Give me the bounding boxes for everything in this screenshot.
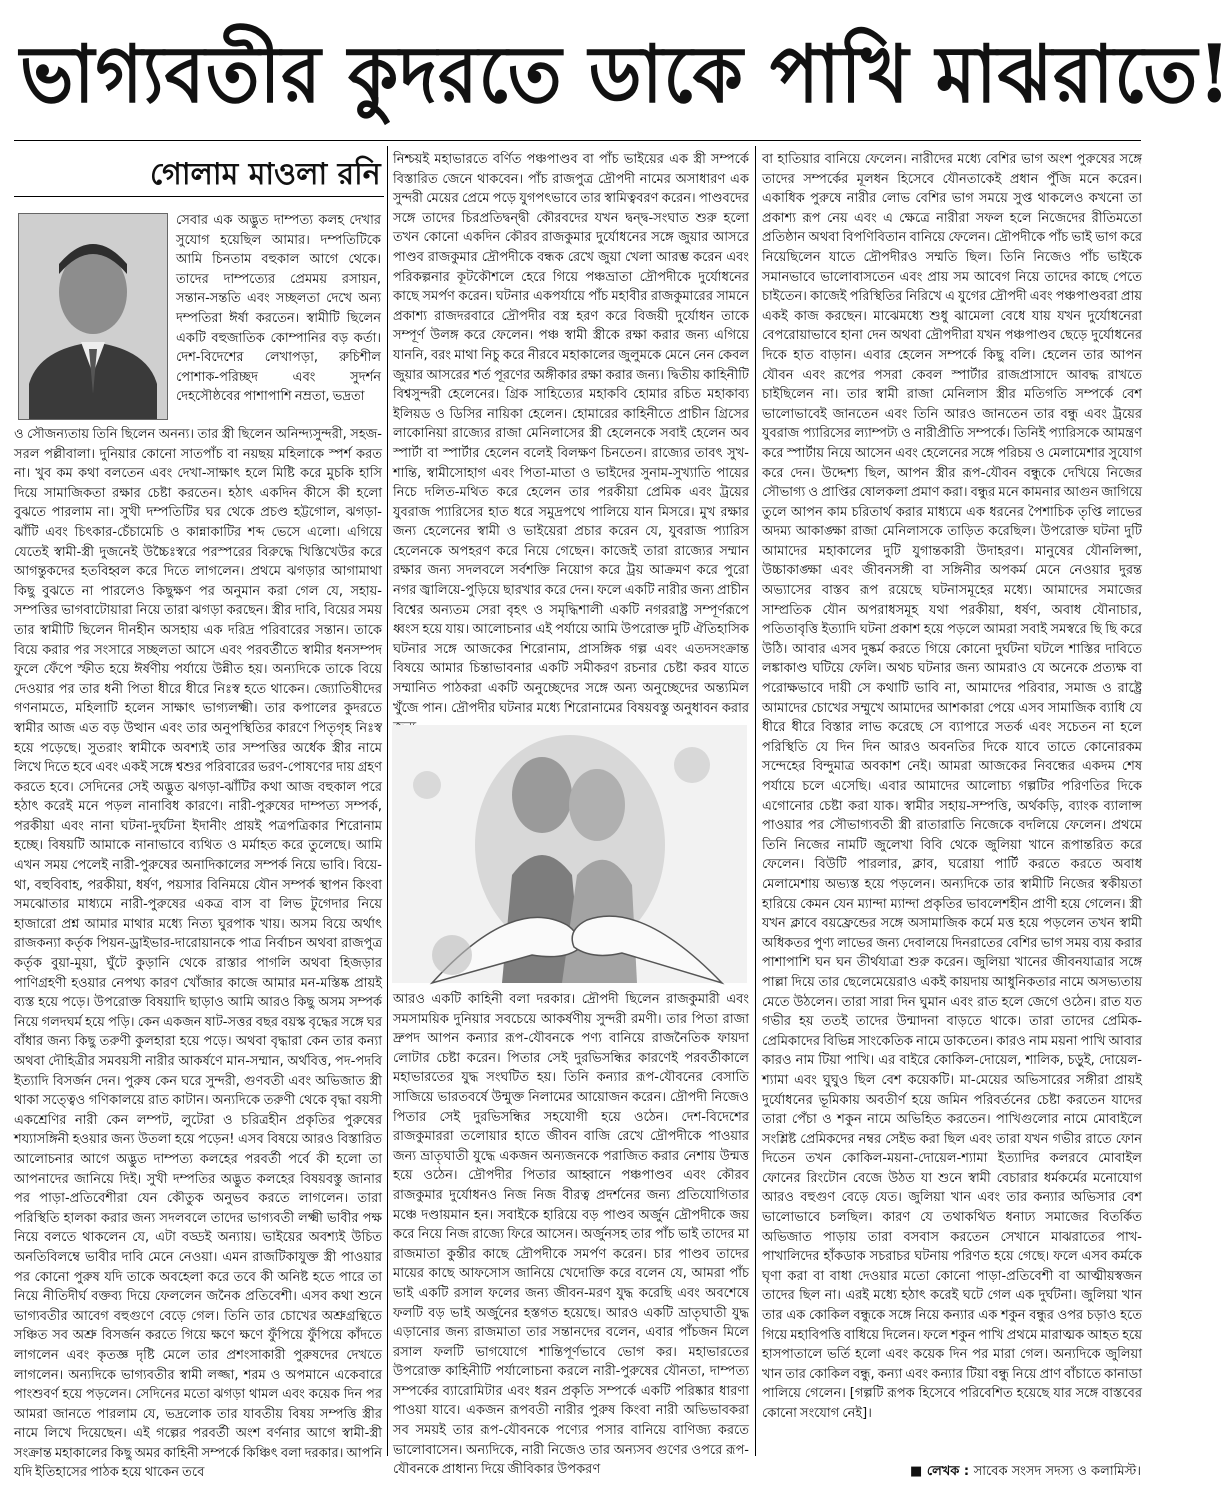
column-2-bottom: আরও একটি কাহিনী বলা দরকার। দ্রৌপদী ছিলেন রাজকুমারী এবং সমসাময়িক দুনিয়ার সবচেয়ে আকর্ষণীয় সুন্দরী রমণী। তার পিতা রাজা দ্রুপদ আপন কন্যার রূপ-যৌবনকে পণ্য বানিয়ে রাজনৈতিক ফায়দা লোটার চেষ্টা করেন। পিতার সেই দুরভিসন্ধির কারণেই পরবর্তীকালে মহাভারতের যুদ্ধ সংঘটিত হয়। তিনি কন্যার রূপ-যৌবনের বেসাতি সাজিয়ে ভারতবর্ষে উন্মুক্ত নিলামের আয়োজন করেন। দ্রৌপদী নিজেও পিতার সেই দুরভিসন্ধির সহযোগী হয়ে ওঠেন। দেশ-বিদেশের রাজকুমাররা তলোয়ার হাতে জীবন বাজি রেখে দ্রৌপদীকে পাওয়ার জন্য ভ্রাতৃঘাতী যুদ্ধে একজন অন্যজনকে পরাজিত করার নেশায় উন্মত্ত হয়ে ওঠেন। দ্রৌপদীর পিতার আহ্বানে পঞ্চপাণ্ডব এবং কৌরব রাজকুমার দুর্যোধনও নিজ নিজ বীরত্ব প্রদর্শনের জন্য প্রতিযোগিতার মঞ্চে দণ্ডায়মান হন। সবাইকে হারিয়ে বড় পাণ্ডব অর্জুন দ্রৌপদীকে জয় করে নিয়ে নিজ রাজ্যে ফিরে আসেন। অর্জুনসহ তার পাঁচ ভাই তাদের মা রাজমাতা কুন্তীর কাছে দ্রৌপদীকে সমর্পণ করেন। চার পাণ্ডব তাদের মায়ের কাছে আফসোস জানিয়ে খেদোক্তি করে বলেন যে, আমরা পাঁচ ভাই একটি রসাল ফলের জন্য জীবন-মরণ যুদ্ধ করেছি এবং অবশেষে ফলটি বড় ভাই অর্জুনের হস্তগত হয়েছে। আরও একটি ভ্রাতৃঘাতী যুদ্ধ এড়ানোর জন্য রাজমাতা তার সন্তানদের বলেন, এবার পাঁচজন মিলে রসাল ফলটি ভাগযোগে শান্তিপূর্ণভাবে ভোগ কর। মহাভারতের উপরোক্ত কাহিনীটি পর্যালোচনা করলে নারী-পুরুষের যৌনতা, দাম্পত্য সম্পর্কের ব্যারোমিটার এবং ধরন প্রকৃতি সম্পর্কে একটি পরিষ্কার ধারণা পাওয়া যাবে। একজন রূপবতী নারীর পুরুষ কিংবা নারী অভিভাবকরা সব সময়ই তার রূপ-যৌবনকে পণ্যের পসার বানিয়ে বাণিজ্য করতে ভালোবাসেন। অন্যদিকে, নারী নিজেও তার অন্যসব গুণের ওপরে রূপ-যৌবনকে প্রাধান্য দিয়ে জীবিকার উপকরণ xyxy=(393,992,749,1478)
author-photo xyxy=(18,213,168,420)
headline: ভাগ্যবতীর কুদরতে ডাকে পাখি মাঝরাতে! xyxy=(20,26,1231,121)
column-2-top: নিশ্চয়ই মহাভারতে বর্ণিত পঞ্চপাণ্ডব বা পাঁচ ভাইয়ের এক স্ত্রী সম্পর্কে বিস্তারিত জেনে থাকবেন। পাঁচ রাজপুত্র দ্রৌপদী নামের অসাধারণ এক সুন্দরী মেয়ের প্রেমে পড়ে যুগপৎভাবে তার স্বামিত্ববরণ করেন। পাণ্ডবদের সঙ্গে তাদের চিরপ্রতিদ্বন্দ্বী কৌরবদের যখন দ্বন্দ্ব-সংঘাত শুরু হলো তখন কোনো একদিন কৌরব রাজকুমার দুর্যোধনের সঙ্গে জুয়ার আসরে পাণ্ডব রাজকুমার দ্রৌপদীকে বন্ধক রেখে জুয়া খেলা আরম্ভ করেন এবং পরিকল্পনার কূটকৌশলে হেরে গিয়ে পঞ্চভ্রাতা দ্রৌপদীকে দুর্যোধনের কাছে সমর্পণ করেন। ঘটনার একপর্যায়ে পাঁচ মহাবীর রাজকুমারের সামনে প্রকাশ্য রাজদরবারে দ্রৌপদীর বস্ত্র হরণ করে বিজয়ী দুর্যোধন তাকে সম্পূর্ণ উলঙ্গ করে ফেলেন। পঞ্চ স্বামী স্ত্রীকে রক্ষা করার জন্য এগিয়ে যাননি, বরং মাথা নিচু করে নীরবে মহাকালের জুলুমকে মেনে নেন কেবল জুয়ার আসরের শর্ত পূরণের অঙ্গীকার রক্ষা করার জন্য। দ্বিতীয় কাহিনীটি বিশ্বসুন্দরী হেলেনের। গ্রিক সাহিত্যের মহাকবি হোমার রচিত মহাকাব্য ইলিয়ড ও ডিসির নায়িকা হেলেন। হোমারের কাহিনীতে প্রাচীন গ্রিসের লাকোনিয়া রাজ্যের রাজা মেনিলাসের স্ত্রী হেলেনকে সবাই হেলেন অব স্পার্টা বা স্পার্টার হেলেন বলেই বিলক্ষণ চিনতেন। রাজ্যের তাবৎ সুখ-শান্তি, স্বামীসোহাগ এবং পিতা-মাতা ও ভাইদের সুনাম-সুখ্যাতি পায়ের নিচে দলিত-মথিত করে হেলেন তার পরকীয়া প্রেমিক এবং ট্রয়ের যুবরাজ প্যারিসের হাত ধরে সমুদ্রপথে পালিয়ে যান মিসরে। মুখ রক্ষার জন্য হেলেনের স্বামী ও ভাইয়েরা প্রচার করেন যে, যুবরাজ প্যারিস হেলেনকে অপহরণ করে নিয়ে গেছেন। কাজেই তারা রাজ্যের সম্মান রক্ষার জন্য সদলবলে সর্বশক্তি নিয়োগ করে ট্রয় আক্রমণ করে পুরো নগর জ্বালিয়ে-পুড়িয়ে ছারখার করে দেন। ফলে একটি নারীর জন্য প্রাচীন বিশ্বের অন্যতম সেরা বৃহৎ ও সমৃদ্ধিশালী একটি নগররাষ্ট্র সম্পূর্ণরূপে ধ্বংস হয়ে যায়। আলোচনার এই পর্যায়ে আমি উপরোক্ত দুটি ঐতিহাসিক ঘটনার সঙ্গে আজকের শিরোনাম, প্রাসঙ্গিক গল্প এবং এতদসংক্রান্ত বিষয়ে আমার চিন্তাভাবনার একটি সমীকরণ রচনার চেষ্টা করব যাতে সম্মানিত পাঠকরা একটি অনুচ্ছেদের সঙ্গে অন্য অনুচ্ছেদের অন্ত্যমিল খুঁজে পান। দ্রৌপদীর ঘটনার মধ্যে শিরোনামের বিষয়বস্তু অনুধাবন করার xyxy=(393,152,749,716)
author-portrait-icon xyxy=(19,214,167,419)
author-footer xyxy=(910,1462,1141,1483)
illustration xyxy=(392,725,747,983)
headline-rule xyxy=(14,140,1141,141)
square-bullet-icon: ■ xyxy=(910,1464,927,1479)
byline: গোলাম মাওলা রনি xyxy=(150,157,381,192)
column-1-body: ও সৌজন্যতায় তিনি ছিলেন অনন্য। তার স্ত্রী ছিলেন অনিন্দ্যসুন্দরী, সহজ-সরল পল্লীবালা। দুনিয়ার কোনো সাতপাঁচ বা নয়ছয় মহিলাকে স্পর্শ করত না। খুব কম কথা বলতেন এবং দেখা-সাক্ষাৎ হলে মিষ্টি করে মুচকি হাসি দিয়ে সামাজিকতা রক্ষার চেষ্টা করতেন। হঠাৎ একদিন কীসে কী হলো বুঝতে পারলাম না। সুখী দম্পতিটির ঘর থেকে প্রচণ্ড হট্টগোল, ঝগড়া-ঝাঁটি এবং চিৎকার-চেঁচামেচি ও কান্নাকাটির শব্দ ভেসে এলো। এগিয়ে যেতেই স্বামী-স্ত্রী দুজনেই উচ্চৈঃস্বরে পরস্পরের বিরুদ্ধে খিস্তিখেউর করে আগন্তুকদের হতবিহ্বল করে দিতে লাগলেন। প্রথমে ঝগড়ার আগামাথা কিছু বুঝতে না পারলেও কিছুক্ষণ পর অনুমান করা গেল যে, সহায়-সম্পত্তির ভাগবাটোয়ারা নিয়ে তারা ঝগড়া করছেন। স্ত্রীর দাবি, বিয়ের সময় তার স্বামীটি ছিলেন দীনহীন অসহায় এক দরিদ্র পরিবারের সন্তান। তাকে বিয়ে করার পর সংসারে সচ্ছলতা আসে এবং পরবর্তীতে স্বামীর ধনসম্পদ ফুলে ফেঁপে স্ফীত হয়ে ঈর্ষণীয় পর্যায়ে উন্নীত হয়। অন্যদিকে তাকে বিয়ে দেওয়ার পর তার ধনী পিতা ধীরে ধীরে নিঃস্ব হতে থাকেন। জ্যোতিষীদের গণনামতে, মহিলাটি হলেন সাক্ষাৎ ভাগ্যলক্ষ্মী। তার কপালের কুদরতে স্বামীর আজ এত বড় উত্থান এবং তার অনুপস্থিতির কারণে পিতৃগৃহ নিঃস্ব হয়ে পড়েছে। সুতরাং স্বামীকে অবশ্যই তার সম্পত্তির অর্ধেক স্ত্রীর নামে লিখে দিতে হবে এবং একই সঙ্গে শ্বশুর পরিবারের ভরণ-পোষণের দায় গ্রহণ করতে হবে। সেদিনের সেই অদ্ভুত ঝগড়া-ঝাঁটির কথা আজ বহুকাল পরে হঠাৎ করেই মনে পড়ল নানাবিধ কারণে। নারী-পুরুষের দাম্পত্য সম্পর্ক, পরকীয়া এবং নানা ঘটনা-দুর্ঘটনা ইদানীং প্রায়ই পত্রপত্রিকার শিরোনাম হচ্ছে। বিষয়টি আমাকে নানাভাবে ব্যথিত ও মর্মাহত করে তুলেছে। আমি এখন সময় পেলেই নারী-পুরুষের অনাদিকালের সম্পর্ক নিয়ে ভাবি। বিয়ে-থা, বহুবিবাহ, পরকীয়া, ধর্ষণ, পয়সার বিনিময়ে যৌন সম্পর্ক স্থাপন কিংবা সমঝোতার মাধ্যমে নারী-পুরুষের একত্র বাস বা লিভ টুগেদার নিয়ে হাজারো প্রশ্ন আমার মাথার মধ্যে নিত্য ঘুরপাক খায়। অসম বিয়ে অর্থাৎ রাজকন্যা কর্তৃক পিয়ন-ড্রাইভার-দারোয়ানকে পাত্র নির্বাচন অথবা রাজপুত্র কর্তৃক বুয়া-মুয়া, ঘুঁটে কুড়ানি থেকে রাস্তার পাগলি অথবা হিজড়ার পাণিগ্রহণী হওয়ার নেপথ্য কারণ খোঁজার কাজে আমার মন-মস্তিষ্ক প্রায়ই ব্যস্ত হয়ে পড়ে। উপরোক্ত বিষয়াদি ছাড়াও আমি আরও কিছু অসম সম্পর্ক নিয়ে গলদঘর্ম হয়ে পড়ি। কেন একজন ষাট-সত্তর বছর বয়স্ক বৃদ্ধের সঙ্গে ঘর বাঁধার জন্য কিছু তরুণী কুলহারা হয়ে পড়ে। অথবা বৃদ্ধারা কেন তার কন্যা অথবা দৌহিত্রীর সমবয়সী নারীর আকর্ষণে মান-সম্মান, অর্থবিত্ত, পদ-পদবি ইত্যাদি বিসর্জন দেন। পুরুষ কেন ঘরে সুন্দরী, গুণবতী এবং অভিজাত স্ত্রী থাকা সত্ত্বেও গণিকালয়ে রাত কাটান। অন্যদিকে তরুণী থেকে বৃদ্ধা বয়সী একশ্রেণির নারী কেন লম্পট, লুটেরা ও চরিত্রহীন প্রকৃতির পুরুষের শয্যাসঙ্গিনী হওয়ার জন্য উতলা হয়ে পড়েন! এসব বিষয়ে আরও বিস্তারিত আলোচনার আগে অদ্ভুত দাম্পত্য কলহের পরবর্তী পর্বে কী হলো তা আপনাদের জানিয়ে দিই। সুখী দম্পতির অদ্ভুত কলহের বিষয়বস্তু জানার পর পাড়া-প্রতিবেশীরা যেন কৌতুক অনুভব করতে লাগলেন। তারা পরিস্থিতি হালকা করার জন্য সদলবলে তাদের ভাগ্যবতী লক্ষ্মী ভাবীর পক্ষ নিয়ে বলতে থাকলেন যে, এটা বড্ডই অন্যায়। ভাইয়ের অবশ্যই উচিত অনতিবিলম্বে ভাবীর দাবি মেনে নেওয়া। এমন রাজটিকাযুক্ত স্ত্রী পাওয়ার পর কোনো পুরুষ যদি তাকে অবহেলা করে তবে কী অনিষ্ট হতে পারে তা নিয়ে নীতিদীর্ঘ বক্তব্য দিয়ে ফেললেন জনৈক প্রতিবেশী। এসব কথা শুনে ভাগ্যবতীর আবেগ বহুগুণে বেড়ে গেল। তিনি তার চোখের অশ্রুগ্রন্থিতে সঞ্চিত সব অশ্রু বিসর্জন করতে গিয়ে ক্ষণে ক্ষণে ফুঁপিয়ে ফুঁপিয়ে কাঁদতে লাগলেন এবং কৃতজ্ঞ দৃষ্টি মেলে তার প্রশংসাকারী পুরুষদের দেখতে লাগলেন। অন্যদিকে ভাগ্যবতীর স্বামী লজ্জা, শরম ও অপমানে একেবারে পাংশুবর্ণ হয়ে পড়লেন। সেদিনের মতো ঝগড়া থামল এবং কয়েক দিন পর আমরা জানতে পারলাম যে, ভদ্রলোক তার যাবতীয় বিষয় সম্পত্তি স্ত্রীর নামে লিখে দিয়েছেন। এই গল্পের পরবর্তী অংশ বর্ণনার আগে স্বামী-স্ত্রী সংক্রান্ত মহাকালের কিছু অমর কাহিনী সম্পর্কে কিঞ্চিৎ বলা দরকার। আপনি যদি ইতিহাসের পাঠক হয়ে থাকেন তবে xyxy=(14,427,382,1481)
column-1-intro: সেবার এক অদ্ভুত দাম্পত্য কলহ দেখার সুযোগ হয়েছিল আমার। দম্পতিটিকে আমি চিনতাম বহুকাল আগে থেকে। তাদের দাম্পত্যের প্রেমময় রসায়ন, সন্তান-সন্ততি এবং সচ্ছলতা দেখে অন্য দম্পতিরা ঈর্ষা করতেন। স্বামীটি ছিলেন একটি বহুজাতিক কোম্পানির বড় কর্তা। দেশ-বিদেশের লেখাপড়া, রুচিশীল পোশাক-পরিচ্ছদ এবং সুদর্শন দেহসৌষ্ঠবের পাশাপাশি নম্রতা, ভদ্রতা xyxy=(176,213,381,405)
column-3: বা হাতিয়ার বানিয়ে ফেলেন। নারীদের মধ্যে বেশির ভাগ অংশ পুরুষের সঙ্গে তাদের সম্পর্কের মূলধন হিসেবে যৌনতাকেই প্রধান পুঁজি মনে করেন। একাধিক পুরুষে নারীর লোভ বেশির ভাগ সময়ে সুপ্ত থাকলেও কখনো তা প্রকাশ্য রূপ নেয় এবং এ ক্ষেত্রে নারীরা সফল হলে নিজেদের রীতিমতো প্রতিষ্ঠান অথবা বিপণিবিতান বানিয়ে ফেলেন। দ্রৌপদীকে পাঁচ ভাই ভাগ করে নিয়েছিলেন যাতে দ্রৌপদীরও সম্মতি ছিল। তিনি নিজেও পাঁচ ভাইকে সমানভাবে ভালোবাসতেন এবং প্রায় সম আবেগ নিয়ে তাদের কাছে পেতে চাইতেন। কাজেই পরিস্থিতির নিরিখে এ যুগের দ্রৌপদী এবং পঞ্চপাণ্ডবরা প্রায় একই কাজ করছেন। মাঝেমধ্যে শুধু ঝামেলা বেধে যায় যখন দুর্যোধনেরা বেপরোয়াভাবে হানা দেন অথবা দ্রৌপদীরা যখন পঞ্চপাণ্ডব ছেড়ে দুর্যোধনের দিকে হাত বাড়ান। এবার হেলেন সম্পর্কে কিছু বলি। হেলেন তার আপন যৌবন এবং রূপের পসরা কেবল স্পার্টার রাজপ্রাসাদে আবদ্ধ রাখতে চাইছিলেন না। তার স্বামী রাজা মেনিলাস স্ত্রীর মতিগতি সম্পর্কে বেশ ভালোভাবেই জানতেন এবং তিনি আরও জানতেন তার বন্ধু এবং ট্রয়ের যুবরাজ প্যারিসের ল্যাম্পট্য ও নারীপ্রীতি সম্পর্কে। তিনিই প্যারিসকে আমন্ত্রণ করে স্পার্টায় নিয়ে আসেন এবং হেলেনের সঙ্গে পরিচয় ও মেলামেশার সুযোগ করে দেন। উদ্দেশ্য ছিল, আপন স্ত্রীর রূপ-যৌবন বন্ধুকে দেখিয়ে নিজের সৌভাগ্য ও প্রাপ্তির ষোলকলা প্রমাণ করা। বন্ধুর মনে কামনার আগুন জাগিয়ে তুলে আপন কাম চরিতার্থ করার মাধ্যমে এক ধরনের পৈশাচিক তৃপ্তি লাভের অদম্য আকাঙ্ক্ষা রাজা মেনিলাসকে তাড়িত করেছিল। উপরোক্ত ঘটনা দুটি আমাদের মহাকালের দুটি যুগান্তকারী উদাহরণ। মানুষের যৌনলিপ্সা, উচ্চাকাঙ্ক্ষা এবং জীবনসঙ্গী বা সঙ্গিনীর অপকর্ম মেনে নেওয়ার দুরন্ত অভ্যাসের বাস্তব রূপ রয়েছে ঘটনাসমূহের মধ্যে। আমাদের সমাজের সাম্প্রতিক যৌন অপরাধসমূহ যথা পরকীয়া, ধর্ষণ, অবাধ যৌনাচার, পতিতাবৃত্তি ইত্যাদি ঘটনা প্রকাশ হয়ে পড়লে আমরা সবাই সমস্বরে ছি ছি করে উঠি। আবার এসব দুষ্কর্ম করতে গিয়ে কোনো দুর্ঘটনা ঘটলে শাস্তির দাবিতে লঙ্কাকাণ্ড ঘটিয়ে ফেলি। অথচ ঘটনার জন্য আমরাও যে অনেকে প্রত্যক্ষ বা পরোক্ষভাবে দায়ী সে কথাটি ভাবি না, আমাদের পরিবার, সমাজ ও রাষ্ট্রে আমাদের চোখের সম্মুখে আমাদের আশকারা পেয়ে এসব সামাজিক ব্যাধি যে ধীরে ধীরে বিস্তার লাভ করেছে সে ব্যাপারে সতর্ক এবং সচেতন না হলে পরিস্থিতি যে দিন দিন আরও অবনতির দিকে যাবে তাতে কোনোরকম সন্দেহের বিন্দুমাত্র অবকাশ নেই। আমরা আজকের নিবন্ধের একদম শেষ পর্যায়ে চলে এসেছি। এবার আমাদের আলোচ্য গল্পটির পরিণতির দিকে এগোনোর চেষ্টা করা যাক। স্বামীর সহায়-সম্পত্তি, অর্থকড়ি, ব্যাংক ব্যালান্স পাওয়ার পর সৌভাগ্যবতী স্ত্রী রাতারাতি নিজেকে বদলিয়ে ফেলেন। প্রথমে তিনি নিজের নামটি জুলেখা বিবি থেকে জুলিয়া খানে রূপান্তরিত করে ফেলেন। বিউটি পারলার, ক্লাব, ঘরোয়া পার্টি করতে করতে অবাধ মেলামেশায় অভ্যস্ত হয়ে পড়লেন। অন্যদিকে তার স্বামীটি নিজের স্বকীয়তা হারিয়ে কেমন যেন ম্যান্দা ম্যান্দা প্রকৃতির ভাবলেশহীন প্রাণী হয়ে গেলেন। স্ত্রী যখন ক্লাবে বয়ফ্রেন্ডের সঙ্গে অসামাজিক কর্মে মত্ত হয়ে পড়লেন তখন স্বামী অধিকতর পুণ্য লাভের জন্য দেবালয়ে দিনরাতের বেশির ভাগ সময় ব্যয় করার পাশাপাশি ঘন ঘন তীর্থযাত্রা শুরু করেন। জুলিয়া খানের জীবনযাত্রার সঙ্গে পাল্লা দিয়ে তার ছেলেমেয়েরাও একই কায়দায় আধুনিকতার নামে অসভ্যতায় মেতে উঠলেন। তারা সারা দিন ঘুমান এবং রাত হলে জেগে ওঠেন। রাত যত গভীর হয় ততই তাদের উন্মাদনা বাড়তে থাকে। তারা তাদের প্রেমিক-প্রেমিকাদের বিভিন্ন সাংকেতিক নামে ডাকতেন। কারও নাম ময়না পাখি আবার কারও নাম টিয়া পাখি। এর বাইরে কোকিল-দোয়েল, শালিক, চড়ুই, দোয়েল-শ্যামা এবং ঘুঘুও ছিল বেশ কয়েকটি। মা-মেয়ের অভিসারের সঙ্গীরা প্রায়ই দুর্যোধনের ভূমিকায় অবতীর্ণ হয়ে জমিন পরিবর্তনের চেষ্টা করতেন যাদের তারা পেঁচা ও শকুন নামে অভিহিত করতেন। পাখিগুলোর নামে মোবাইলে সংশ্লিষ্ট প্রেমিকদের নম্বর সেইভ করা ছিল এবং তারা যখন গভীর রাতে ফোন দিতেন তখন কোকিল-ময়না-দোয়েল-শ্যামা ইত্যাদির কলরবে মোবাইল ফোনের রিংটোন বেজে উঠত যা শুনে স্বামী বেচারার ধর্মকর্মের মনোযোগ আরও বহুগুণ বেড়ে যেত। জুলিয়া খান এবং তার কন্যার অভিসার বেশ ভালোভাবে চলছিল। কারণ যে তথাকথিত ধনাঢ্য সমাজের বিতর্কিত অভিজাত পাড়ায় তারা বসবাস করতেন সেখানে মাঝরাতের পাখ-পাখালিদের হাঁকডাক সচরাচর ঘটনায় পরিণত হয়ে গেছে। ফলে এসব কর্মকে ঘৃণা করা বা বাধা দেওয়ার মতো কোনো পাড়া-প্রতিবেশী বা আত্মীয়স্বজন তাদের ছিল না। এরই মধ্যে হঠাৎ করেই ঘটে গেল এক দুর্ঘটনা। জুলিয়া খান তার এক কোকিল বন্ধুকে সঙ্গে নিয়ে কন্যার এক শকুন বন্ধুর ওপর চড়াও হতে গিয়ে মহাবিপত্তি বাধিয়ে দিলেন। ফলে শকুন পাখি প্রথমে মারাত্মক আহত হয়ে হাসপাতালে ভর্তি হলো এবং কয়েক দিন পর মারা গেল। অন্যদিকে জুলিয়া খান তার কোকিল বন্ধু, কন্যা এবং কন্যার টিয়া বন্ধু নিয়ে প্রাণ বাঁচাতে কানাডা পালিয়ে গেলেন। [গল্পটি রূপক হিসেবে পরিবেশিত হয়েছে যার সঙ্গে বাস্তবের কোনো সংযোগ নেই]। xyxy=(762,152,1142,1421)
column-divider xyxy=(387,146,388,1456)
footer-text: সাবেক সংসদ সদস্য ও কলামিস্ট। xyxy=(973,1464,1141,1479)
column-divider xyxy=(755,146,756,1456)
holding-hands-icon xyxy=(392,725,747,983)
byline-rule xyxy=(14,196,384,197)
footer-label: লেখক : xyxy=(926,1464,970,1479)
